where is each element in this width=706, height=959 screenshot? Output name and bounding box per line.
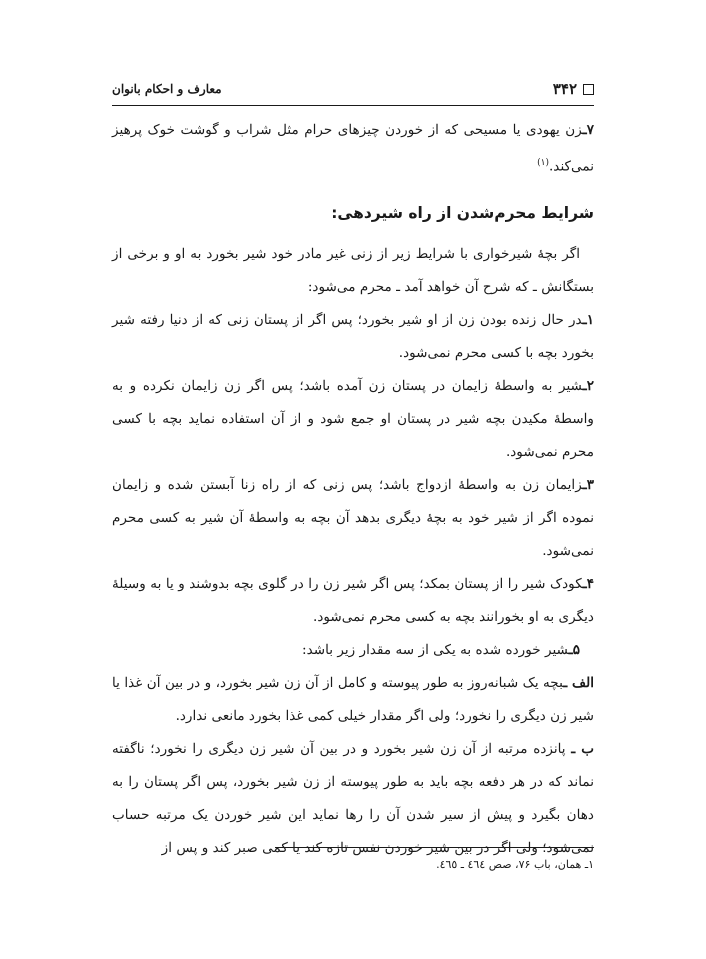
paragraph-intro: اگر بچهٔ شیرخواری با شرایط زیر از زنی غیر مادر خود شیر بخورد به او و برخی از بستگانش ـ که شرح آن خواهد آمد ـ محرم می‌شود: [112, 245, 594, 295]
footnote: ۱ـ همان، باب ۷۶، صص ٤٦٤ ـ ٤٦٥. [436, 858, 594, 871]
condition-2: ۲ـشیر به واسطهٔ زایمان در پستان زن آمده باشد؛ پس اگر زن زایمان نکرده و به واسطهٔ مکیدن بچه شیر در پستان او جمع شود و از آن استفاده نماید بچه با کسی محرم نمی‌شود. [112, 377, 594, 460]
footnote-rule [275, 847, 594, 848]
condition-5: ۵ـشیر خورده شده به یکی از سه مقدار زیر باشد: [302, 641, 580, 658]
condition-4: ۴ـکودک شیر را از پستان بمکد؛ پس اگر شیر زن را در گلوی بچه بدوشند و یا به وسیلهٔ دیگری به او بخورانند بچه به کسی محرم نمی‌شود. [112, 575, 594, 625]
footnote-ref: (۱) [537, 158, 549, 168]
body-text [112, 114, 594, 865]
running-title: معارف و احکام بانوان [112, 82, 222, 96]
page-header [112, 80, 594, 102]
sub-condition-alef: الف ـبچه یک شبانه‌روز به طور پیوسته و کامل از آن زن شیر بخورد، و در بین آن غذا یا شیر زن دیگری را نخورد؛ ولی اگر مقدار خیلی کمی غذا بخورد مانعی ندارد. [112, 674, 594, 724]
page-number-block [553, 80, 594, 98]
square-bullet-icon [583, 84, 594, 95]
paragraph-item-7: ۷ـزن یهودی یا مسیحی که از خوردن چیزهای حرام مثل شراب و گوشت خوک پرهیز نمی‌کند.$^{(۱)}$ [112, 122, 594, 175]
sub-condition-be: ب ـ پانزده مرتبه از آن زن شیر بخورد و در بین آن شیر زن دیگری را نخورد؛ ناگفته نماند که در هر دفعه بچه باید به طور پیوسته از زن شیر بخورد، پس اگر پستان را به دهان بگیرد و پیش از سیر شدن آن را رها نماید این شیر خوردن یک مرتبه حساب نمی‌شود؛ ولی اگر در بین شیر خوردن نفس تازه کند یا کمی صبر کند و پس از [112, 740, 594, 856]
condition-3: ۳ـزایمان زن به واسطهٔ ازدواج باشد؛ پس زنی که از راه زنا آبستن شده و زایمان نموده اگر از شیر خود به بچهٔ دیگری بدهد آن بچه به واسطهٔ آن شیر به کسی محرم نمی‌شود. [112, 476, 594, 559]
page-number: ۳۴۲ [552, 80, 577, 98]
condition-1: ۱ـدر حال زنده بودن زن از او شیر بخورد؛ پس اگر از پستان زنی که از دنیا رفته شیر بخورد بچه با کسی محرم نمی‌شود. [112, 311, 594, 361]
header-rule [112, 105, 594, 106]
section-heading: شرایط محرم‌شدن از راه شیردهی: [331, 203, 594, 222]
